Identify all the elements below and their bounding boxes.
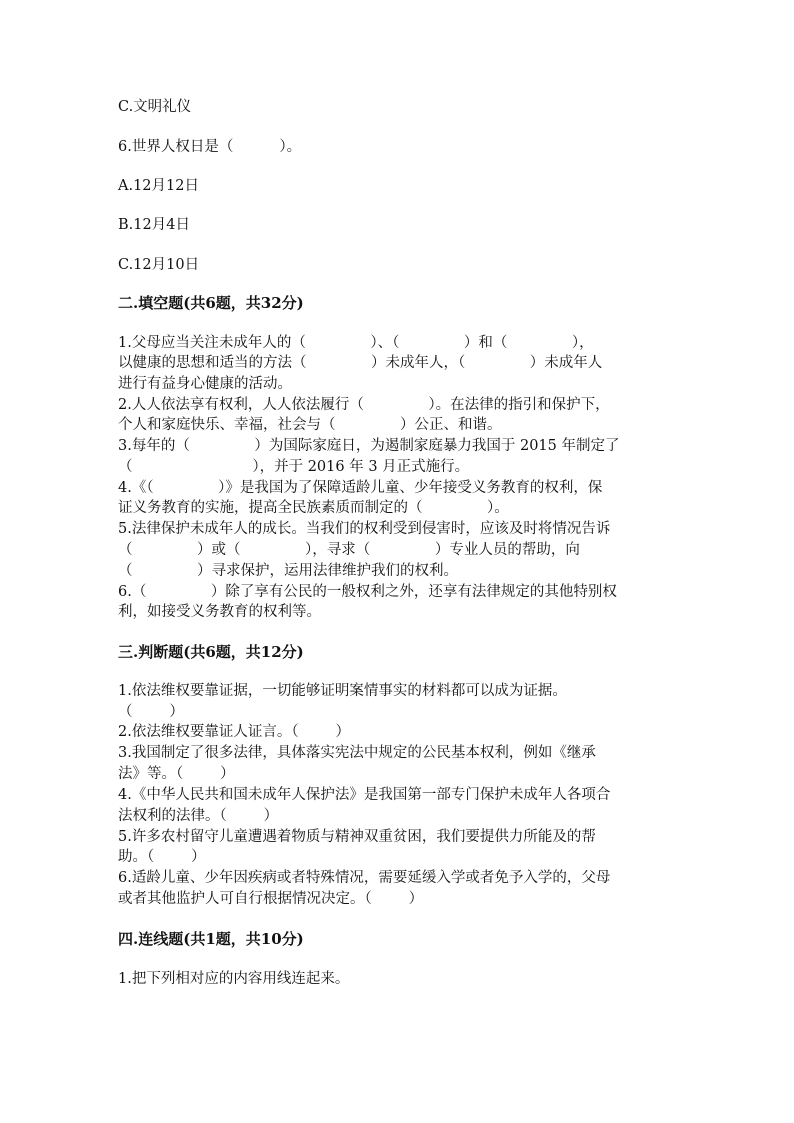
question-6-option-b: B.12月4日 <box>118 217 190 233</box>
matching-question-line: 1.把下列相对应的内容用线连起来。 <box>118 971 350 987</box>
fill-blank-line: （ ），并于 2016 年 3 月正式施行。 <box>118 459 470 475</box>
fill-blank-line: 1.父母应当关注未成年人的（ ）、（ ）和（ ）， <box>118 335 594 351</box>
question-6-stem: 6.世界人权日是（ ）。 <box>118 139 302 155</box>
true-false-line: 4.《中华人民共和国未成年人保护法》是我国第一部专门保护未成年人各项合 <box>118 787 611 803</box>
section-4-heading: 四.连线题(共1题，共10分) <box>118 930 304 948</box>
true-false-line: 法》等。（ ） <box>118 766 235 782</box>
fill-blank-line: 个人和家庭快乐、幸福，社会与（ ）公正、和谐。 <box>118 417 502 433</box>
question-6-option-c: C.12月10日 <box>118 257 200 273</box>
true-false-line: 法权利的法律。（ ） <box>118 808 279 824</box>
fill-blank-line: （ ）或（ ），寻求（ ）专业人员的帮助，向 <box>118 542 580 558</box>
option-c-prev: C.文明礼仪 <box>118 99 192 115</box>
true-false-line: 1.依法维权要靠证据，一切能够证明案情事实的材料都可以成为证据。 <box>118 683 567 699</box>
true-false-line: 或者其他监护人可自行根据情况决定。（ ） <box>118 891 424 907</box>
fill-blank-line: 6.（ ）除了享有公民的一般权利之外，还享有法律规定的其他特别权 <box>118 584 617 600</box>
true-false-line: 6.适龄儿童、少年因疾病或者特殊情况，需要延缓入学或者免予入学的，父母 <box>118 870 611 886</box>
true-false-line: 3.我国制定了很多法律，具体落实宪法中规定的公民基本权利，例如《继承 <box>118 745 596 761</box>
true-false-line: 5.许多农村留守儿童遭遇着物质与精神双重贫困，我们要提供力所能及的帮 <box>118 829 596 845</box>
section-3-heading: 三.判断题(共6题，共12分) <box>118 643 304 661</box>
true-false-line: （ ） <box>118 704 184 720</box>
fill-blank-line: 进行有益身心健康的活动。 <box>118 376 292 392</box>
fill-blank-line: 3.每年的（ ）为国际家庭日，为遏制家庭暴力我国于 2015 年制定了 <box>118 438 620 454</box>
fill-blank-line: （ ）寻求保护，运用法律维护我们的权利。 <box>118 563 459 579</box>
true-false-line: 2.依法维权要靠证人证言。（ ） <box>118 724 350 740</box>
fill-blank-line: 4.《（ ）》是我国为了保障适龄儿童、少年接受义务教育的权利，保 <box>118 480 603 496</box>
section-2-heading: 二.填空题(共6题，共32分) <box>118 294 304 312</box>
fill-blank-line: 利，如接受义务教育的权利等。 <box>118 604 321 620</box>
fill-blank-line: 2.人人依法享有权利，人人依法履行（ ）。在法律的指引和保护下， <box>118 397 610 413</box>
fill-blank-line: 5.法律保护未成年人的成长。当我们的权利受到侵害时，应该及时将情况告诉 <box>118 521 611 537</box>
true-false-line: 助。（ ） <box>118 849 206 865</box>
fill-blank-line: 证义务教育的实施，提高全民族素质而制定的（ ）。 <box>118 500 509 516</box>
fill-blank-line: 以健康的思想和适当的方法（ ）未成年人，（ ）未成年人 <box>118 355 603 371</box>
question-6-option-a: A.12月12日 <box>118 178 199 194</box>
